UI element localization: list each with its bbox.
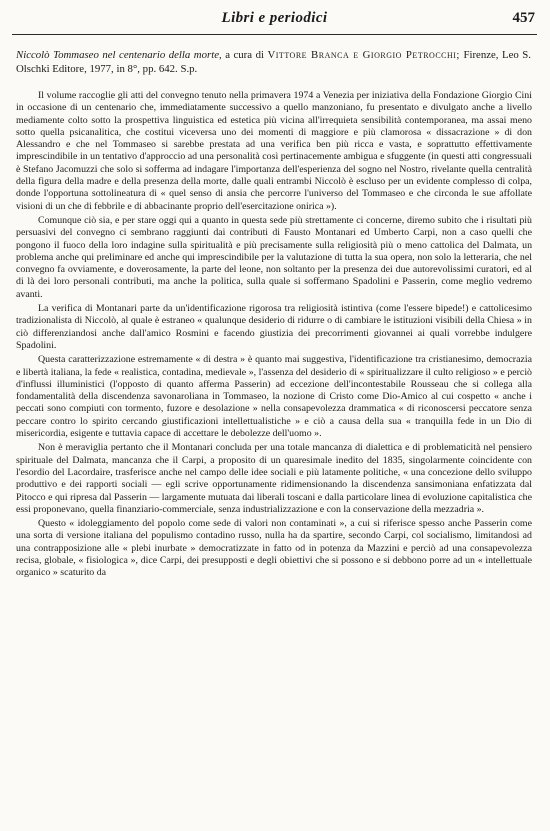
- review-body: [16, 90, 532, 582]
- paragraph: Questa caratterizzazione estremamente « di destra » è quanto mai suggestiva, l'identificazione tra cristianesimo, democrazia e libertà italiana, la fede « realistica, contadina, medievale », l'assenza del desiderio di « spiritualizzare il culto religioso » e perciò d'influssi illuministici (l'opposto di quanto afferma Passerin) ad eccezione dell'incontestabile Rousseau che si collega alla fondamentalità della discendenza savonaroliana in Tommaseo, la nozione di Cristo come Dio-Amico al cui cospetto « anche i peccati sono compiuti con tormento, fuzore e desolazione » nella consapevolezza drammatica « di riconoscersi peccatore senza peccare contro lo spirito cercando giustificazioni intellettualistiche » e ciò a causa della sua « tranquilla fede in un Dio di misericordia, esigente e tuttavia capace di accettare le debolezze dell'uomo ».: [16, 354, 532, 440]
- page-header: [12, 8, 537, 35]
- paragraph: La verifica di Montanari parte da un'identificazione rigorosa tra religiosità istintiva (come l'essere bipede!) e cattolicesimo tradizionalista di Niccolò, al quale è estraneo « qualunque desiderio di ridurre o di cambiare le istituzioni visibili della Chiesa » in ciò differenziandosi anche dall'amico Rosmini e facendo giustizia dei precorrimenti giovannei ai quali vorrebbe indulgere Spadolini.: [16, 303, 532, 351]
- editors: Vittore Branca e Giorgio Petrocchi;: [267, 49, 460, 61]
- review-citation: [16, 48, 531, 76]
- paragraph: Non è meraviglia pertanto che il Montanari concluda per una totale mancanza di dialettica e di problematicità nel pensiero spirituale del Dalmata, mancanza che il Carpi, a proposito di un quaresimale inedito del 1835, singolarmente coincidente con l'esordio del Lacordaire, trasferisce anche nel campo delle idee sociali e più latamente politiche, « una concezione dello sviluppo produttivo e dei rapporti sociali — egli scrive opportunamente ridimensionando la discendenza sansimoniana enfatizzata dal Pitocco e qui ripresa dal Passerin — largamente mutuata dai liberali toscani e dalla particolare linea di evoluzione capitalistica che essi proponevano, quella finanziario-commerciale, senza industrializzazione e con la conservazione della mezzadria ».: [16, 442, 532, 515]
- paragraph: Il volume raccoglie gli atti del convegno tenuto nella primavera 1974 a Venezia per iniziativa della Fondazione Giorgio Cini in occasione di un centenario che, immediatamente successivo a quello manzoniano, fu presentato e divulgato anche a livello mediamente colto sotto la prospettiva linguistica ed estetica più vicina all'irrequieta sensibilità contemporanea, ma assai meno sotto quella psicanalitica, che costitui viceversa uno dei momenti di maggiore e più clamorosa « dissacrazione » di don Alessandro e che nel Tommaseo si sarebbe prestata ad una verifica ben più ricca e vasta, e soprattutto effettivamente imprescindibile in un tentativo d'approccio ad una personalità così pertinacemente ambigua e sfuggente (in questi atti congressuali è Stefano Jacomuzzi che solo si sofferma ad indagare l'importanza dell'esperienza del sogno nel Nostro, rivelante quella centralità della figura della madre e della presenza della morte, dalle quali entrambi Niccolò è escluso per un evidente complesso di colpa, donde l'opportuna sottolineatura di « quel senso di ansia che percorre l'universo del Tommaseo e che circonda le sue affollate visioni di un che di febbrile e di abbacinante proprio dell'esercitazione onirica »).: [16, 90, 532, 212]
- paragraph: Questo « idoleggiamento del popolo come sede di valori non contaminati », a cui si riferisce spesso anche Passerin come una sorta di versione italiana del populismo contadino russo, nulla ha da spartire, secondo Carpi, col socialismo, limitandosi ad una contrapposizione alle « plebi inurbate » democratizzate in fatto od in potenza da Mazzini e perciò ad una consapevolezza recisa, globale, « fisiologica », dice Carpi, dei presupposti e degli obiettivi che si possono e si debbono porre ad un « intellettuale organico » scaturito da: [16, 518, 532, 579]
- running-head: Libri e periodici: [221, 10, 328, 26]
- work-title: Niccolò Tommaseo nel centenario della morte,: [16, 49, 222, 61]
- paragraph: Comunque ciò sia, e per stare oggi qui a quanto in questa sede più strettamente ci concerne, diremo subito che i risultati più persuasivi del convegno ci sembrano raggiunti dai contributi di Fausto Montanari ed Umberto Carpi, non a caso quelli che pongono il fuoco della loro indagine sulla spiritualità e più precisamente sulla religiosità più o meno cattolica del Dalmata, un problema anche qui preliminare ed anche qui imprescindibile per la valutazione di tutta la sua opera, non solo la letteraria, che nel convegno fa ovviamente, e doverosamente, la parte del leone, non soltanto per la presenza dei due autorevolissimi curatori, ed al di là dei loro personali contributi, ma anche la politica, sulla quale si soffermano Spadolini e Passerin, come meglio vedremo avanti.: [16, 214, 532, 300]
- page-number: 457: [512, 10, 535, 26]
- editors-prefix: a cura di: [225, 49, 264, 61]
- publication-info: Firenze, Leo S. Olschki Editore, 1977, in 8°, pp. 642. S.p.: [16, 49, 531, 75]
